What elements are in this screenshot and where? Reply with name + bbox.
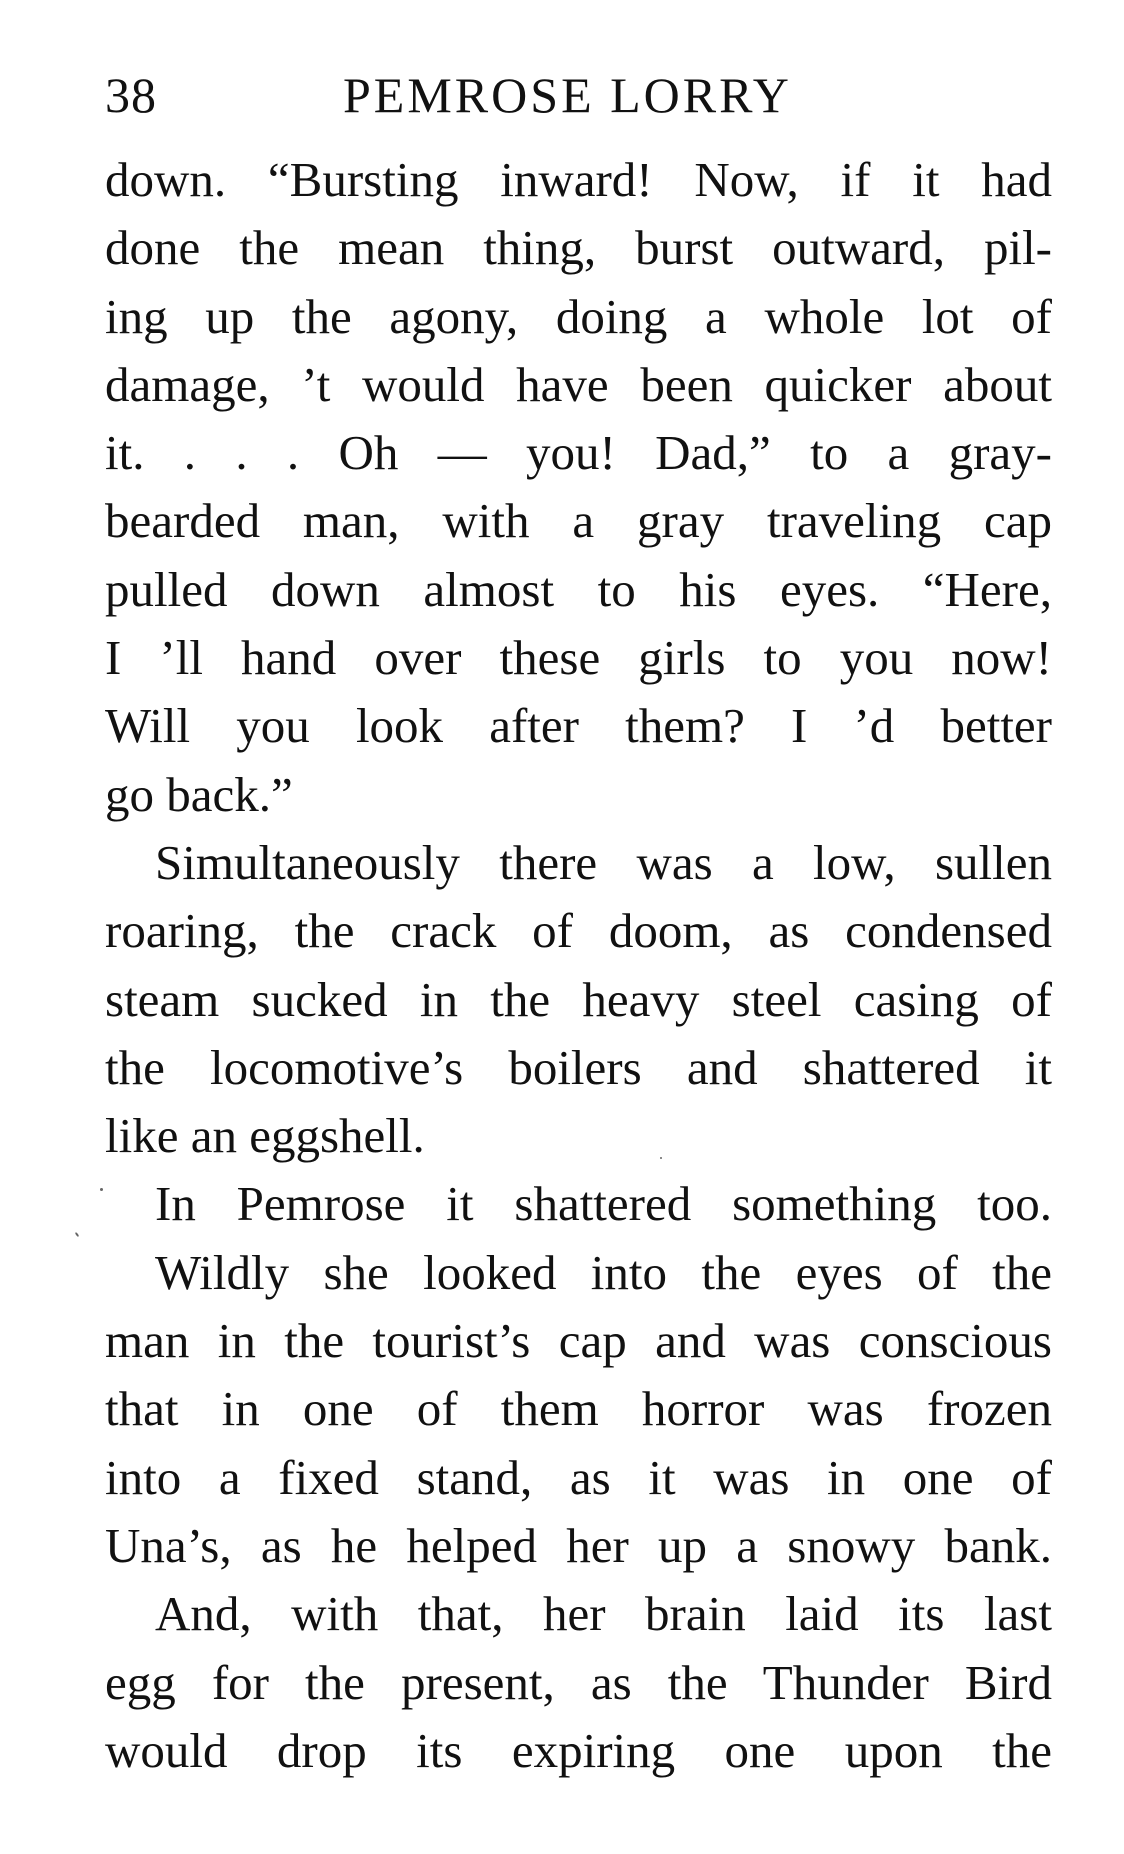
text-line: it. . . . Oh — you! Dad,” to a gray- — [105, 425, 1052, 481]
body-text — [105, 146, 1052, 1785]
text-line: pulled down almost to his eyes. “Here, — [105, 561, 1052, 617]
text-line: Will you look after them? I ’d better — [105, 698, 1052, 754]
text-line: In Pemrose it shattered something too. — [155, 1176, 1052, 1232]
text-line: the locomotive’s boilers and shattered it — [105, 1039, 1052, 1095]
text-line: would drop its expiring one upon the — [105, 1722, 1052, 1778]
text-line: bearded man, with a gray traveling cap — [105, 493, 1052, 549]
text-line: steam sucked in the heavy steel casing of — [105, 971, 1052, 1027]
scan-speck — [75, 1232, 80, 1237]
scan-speck — [100, 1188, 103, 1191]
page-number: 38 — [105, 67, 157, 123]
text-line: Una’s, as he helped her up a snowy bank. — [105, 1517, 1052, 1573]
running-head: PEMROSE LORRY — [343, 67, 792, 123]
text-line: ing up the agony, doing a whole lot of — [105, 288, 1052, 344]
text-line: And, with that, her brain laid its last — [155, 1586, 1052, 1642]
text-line: into a fixed stand, as it was in one of — [105, 1449, 1052, 1505]
text-line: I ’ll hand over these girls to you now! — [105, 630, 1052, 686]
text-line: egg for the present, as the Thunder Bird — [105, 1654, 1052, 1710]
text-line: Simultaneously there was a low, sullen — [155, 834, 1052, 890]
text-line: roaring, the crack of doom, as condensed — [105, 903, 1052, 959]
text-line: Wildly she looked into the eyes of the — [155, 1244, 1052, 1300]
text-line: that in one of them horror was frozen — [105, 1381, 1052, 1437]
page-header — [105, 55, 1045, 135]
text-line: like an eggshell. — [105, 1108, 425, 1164]
text-line: go back.” — [105, 766, 293, 822]
text-line: down. “Bursting inward! Now, if it had — [105, 152, 1052, 207]
text-line: man in the tourist’s cap and was conscious — [105, 1313, 1052, 1369]
text-line: done the mean thing, burst outward, pil- — [105, 220, 1052, 276]
scan-speck — [660, 1157, 662, 1159]
text-line: damage, ’t would have been quicker about — [105, 356, 1052, 412]
